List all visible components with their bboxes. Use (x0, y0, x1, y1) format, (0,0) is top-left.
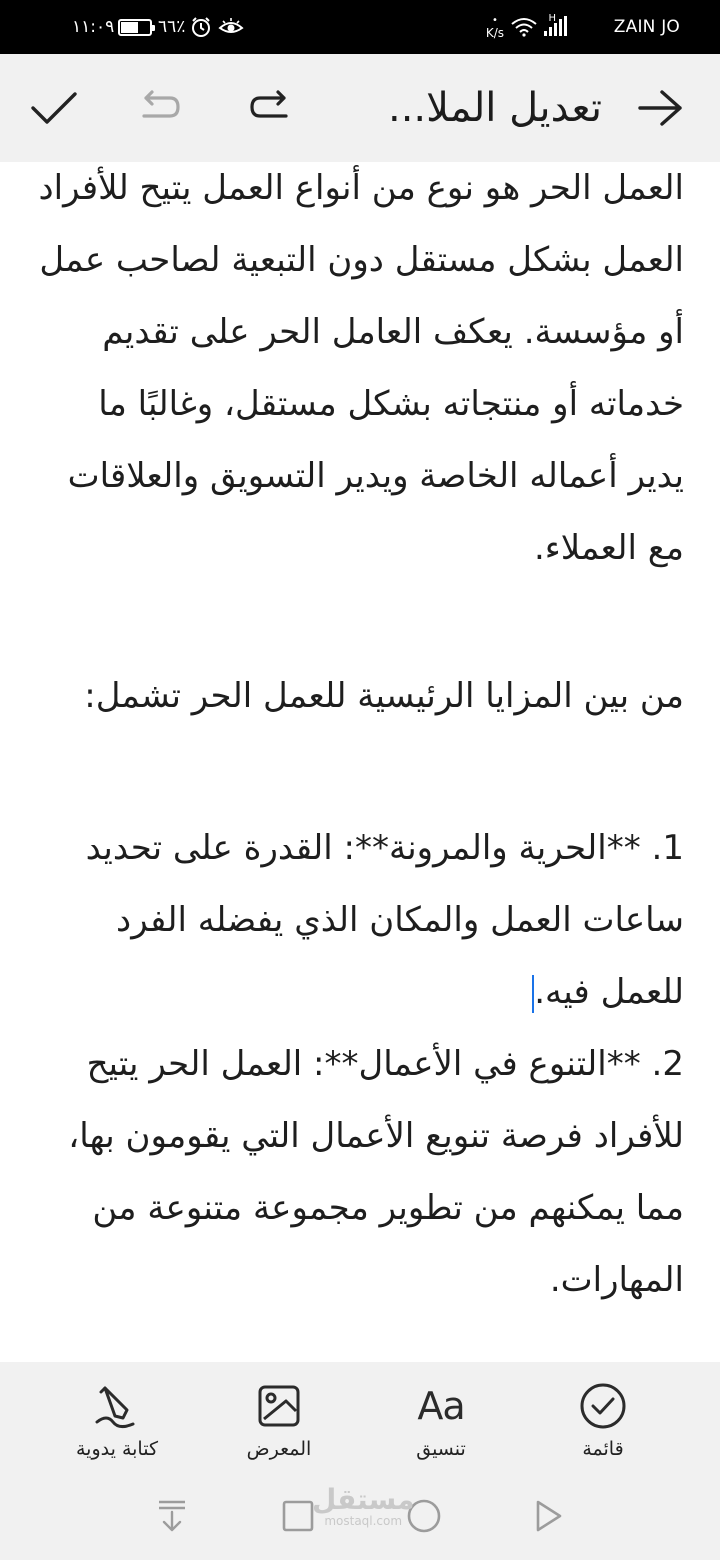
gallery-label: المعرض (246, 1438, 312, 1460)
image-icon (209, 1380, 349, 1432)
battery-indicator (118, 0, 185, 54)
pen-icon (47, 1380, 187, 1432)
checklist-label: قائمة (582, 1438, 624, 1460)
undo-icon (138, 88, 182, 128)
redo-icon (248, 88, 292, 128)
back-button[interactable] (630, 78, 690, 138)
format-bar (0, 1362, 720, 1472)
done-button[interactable] (24, 78, 84, 138)
text-format-icon: Aa (417, 1384, 465, 1428)
undo-button[interactable] (130, 78, 190, 138)
handwriting-label: كتابة يدوية (76, 1438, 158, 1460)
note-title[interactable]: تعديل الملا... (387, 85, 602, 131)
paragraph-advantages-heading: من بين المزايا الرئيسية للعمل الحر تشمل: (84, 676, 684, 716)
wifi-icon (510, 0, 538, 54)
advantages-list (34, 812, 684, 1316)
checklist-button[interactable] (533, 1380, 673, 1472)
gallery-button[interactable] (209, 1380, 349, 1472)
text-cursor (532, 975, 534, 1013)
list-item: 2. **التنوع في الأعمال**: العمل الحر يتيح للأفراد فرصة تنويع الأعمال التي يقومون بها، مما يمكنهم من تطوير مجموعة متنوعة من المهارات. (68, 1044, 684, 1300)
home-button[interactable] (402, 1494, 446, 1538)
text-format-button[interactable] (371, 1380, 511, 1472)
handwriting-button[interactable] (47, 1380, 187, 1472)
eye-comfort-icon (218, 0, 244, 54)
check-icon (29, 88, 79, 128)
clock: ١١:٠٩ (72, 17, 115, 37)
check-circle-icon (533, 1380, 673, 1432)
paragraph-intro: العمل الحر هو نوع من أنواع العمل يتيح للأفراد العمل بشكل مستقل دون التبعية لصاحب عمل أو مؤسسة. يعكف العامل الحر على تقديم خدماته أو منتجاته بشكل مستقل، وغالبًا ما يدير أعماله الخاصة ويدير التسويق والعلاقات مع العملاء. (38, 168, 684, 568)
carrier-name: ZAIN JO (613, 17, 680, 37)
status-bar (0, 0, 720, 54)
arrow-right-icon (636, 88, 684, 128)
hide-nav-button[interactable] (150, 1494, 194, 1538)
recent-apps-button[interactable] (276, 1494, 320, 1538)
battery-percent: ٦٦٪ (158, 17, 186, 37)
arrow-down-icon (157, 1499, 187, 1533)
text-format-label: تنسيق (416, 1438, 466, 1460)
triangle-back-icon (532, 1499, 564, 1533)
circle-icon (407, 1499, 441, 1533)
list-item: 1. **الحرية والمرونة**: القدرة على تحديد ساعات العمل والمكان الذي يفضله الفرد للعمل فيه. (85, 828, 684, 1012)
square-icon (282, 1500, 314, 1532)
navigation-bar (0, 1472, 720, 1560)
battery-icon (118, 19, 152, 36)
network-type: H (548, 12, 556, 24)
nav-back-button[interactable] (526, 1494, 570, 1538)
signal-icon (544, 0, 568, 54)
network-speed: • K/s (485, 15, 504, 40)
redo-button[interactable] (240, 78, 300, 138)
watermark: مستقل mostaql.com (312, 1483, 415, 1528)
note-editor[interactable] (0, 162, 720, 1362)
editor-toolbar (0, 54, 720, 162)
alarm-icon (190, 0, 212, 54)
